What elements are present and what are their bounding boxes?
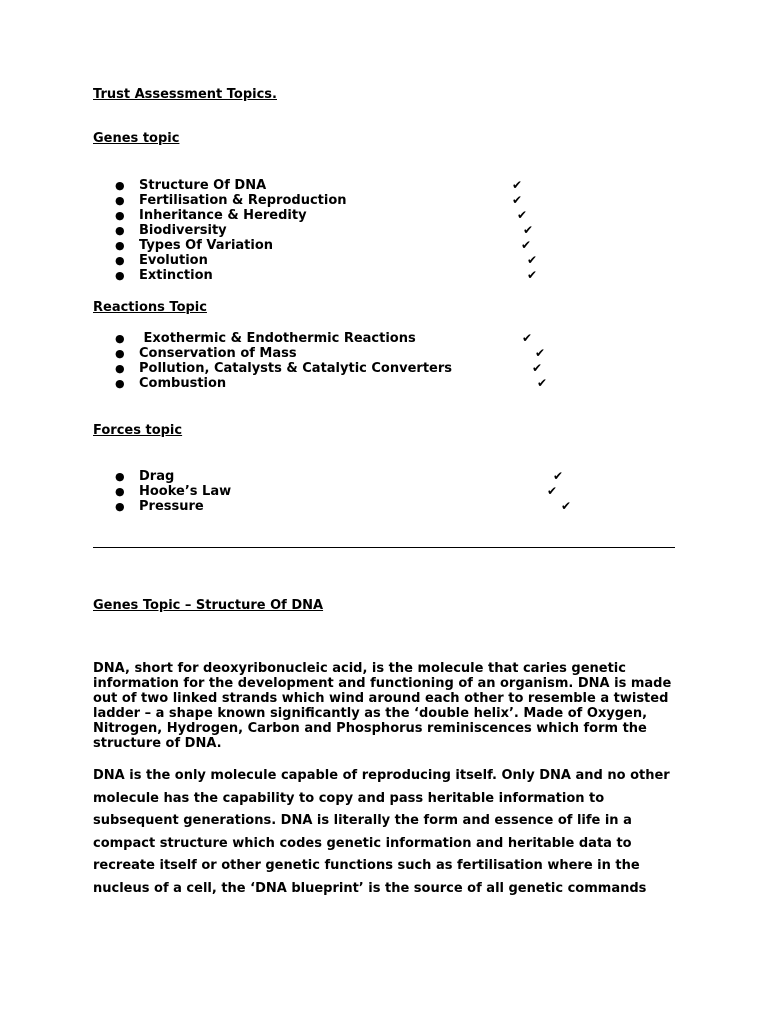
list-item — [93, 346, 683, 361]
horizontal-rule — [93, 547, 675, 548]
check-icon: ✔ — [553, 469, 564, 483]
reactions-topic-heading: Reactions Topic — [93, 300, 207, 315]
list-item — [93, 484, 683, 499]
list-item-label: Extinction — [139, 268, 213, 283]
genes-topic-list — [93, 178, 683, 283]
check-icon: ✔ — [561, 499, 572, 513]
bullet-icon: ● — [115, 362, 125, 375]
list-item — [93, 268, 683, 283]
list-item-label: Pressure — [139, 499, 204, 514]
dna-paragraph-1: DNA, short for deoxyribonucleic acid, is the molecule that caries genetic information for the development and functioning of an organism. DNA is made out of two linked strands which wind around each other to resemble a twisted ladder – a shape known significantly as the ‘double helix’. Made of Oxygen, Nitrogen, Hydrogen, Carbon and Phosphorus reminiscences which form the structure of DNA. — [93, 661, 672, 751]
check-icon: ✔ — [532, 361, 543, 375]
list-item-label: Hooke’s Law — [139, 484, 232, 499]
bullet-icon: ● — [115, 254, 125, 267]
dna-section-heading: Genes Topic – Structure Of DNA — [93, 598, 324, 613]
check-icon: ✔ — [527, 253, 538, 267]
forces-topic-heading: Forces topic — [93, 423, 183, 438]
check-icon: ✔ — [522, 331, 533, 345]
check-icon: ✔ — [512, 178, 523, 192]
list-item — [93, 376, 683, 391]
list-item-label: Structure Of DNA — [139, 178, 267, 193]
list-item — [93, 238, 683, 253]
list-item — [93, 223, 683, 238]
list-item — [93, 361, 683, 376]
bullet-icon: ● — [115, 269, 125, 282]
bullet-icon: ● — [115, 194, 125, 207]
list-item — [93, 499, 683, 514]
bullet-icon: ● — [115, 239, 125, 252]
list-item — [93, 469, 683, 484]
reactions-topic-list — [93, 331, 683, 391]
list-item — [93, 178, 683, 193]
list-item-label: Inheritance & Heredity — [139, 208, 307, 223]
bullet-icon: ● — [115, 209, 125, 222]
bullet-icon: ● — [115, 347, 125, 360]
check-icon: ✔ — [527, 268, 538, 282]
check-icon: ✔ — [523, 223, 534, 237]
bullet-icon: ● — [115, 485, 125, 498]
list-item — [93, 208, 683, 223]
dna-paragraph-2: DNA is the only molecule capable of reproducing itself. Only DNA and no other molecule has the capability to copy and pass heritable information to subsequent generations. DNA is literally the form and essence of life in a compact structure which codes genetic information and heritable data to recreate itself or other genetic functions such as fertilisation where in the nucleus of a cell, the ‘DNA blueprint’ is the source of all genetic commands — [93, 768, 670, 896]
forces-topic-list — [93, 469, 683, 514]
list-item-label: Evolution — [139, 253, 208, 268]
genes-topic-heading: Genes topic — [93, 131, 180, 146]
list-item-label: Biodiversity — [139, 223, 227, 238]
bullet-icon: ● — [115, 470, 125, 483]
bullet-icon: ● — [115, 179, 125, 192]
bullet-icon: ● — [115, 500, 125, 513]
list-item-label: Types Of Variation — [139, 238, 274, 253]
check-icon: ✔ — [512, 193, 523, 207]
bullet-icon: ● — [115, 332, 125, 345]
list-item-label: Fertilisation & Reproduction — [139, 193, 347, 208]
list-item-label: Exothermic & Endothermic Reactions — [139, 331, 416, 346]
check-icon: ✔ — [517, 208, 528, 222]
list-item — [93, 253, 683, 268]
list-item-label: Drag — [139, 469, 175, 484]
list-item — [93, 331, 683, 346]
document-title: Trust Assessment Topics. — [93, 87, 277, 102]
check-icon: ✔ — [535, 346, 546, 360]
list-item-label: Combustion — [139, 376, 227, 391]
bullet-icon: ● — [115, 224, 125, 237]
check-icon: ✔ — [537, 376, 548, 390]
list-item-label: Pollution, Catalysts & Catalytic Converters — [139, 361, 452, 376]
list-item-label: Conservation of Mass — [139, 346, 297, 361]
list-item — [93, 193, 683, 208]
check-icon: ✔ — [547, 484, 558, 498]
bullet-icon: ● — [115, 377, 125, 390]
check-icon: ✔ — [521, 238, 532, 252]
